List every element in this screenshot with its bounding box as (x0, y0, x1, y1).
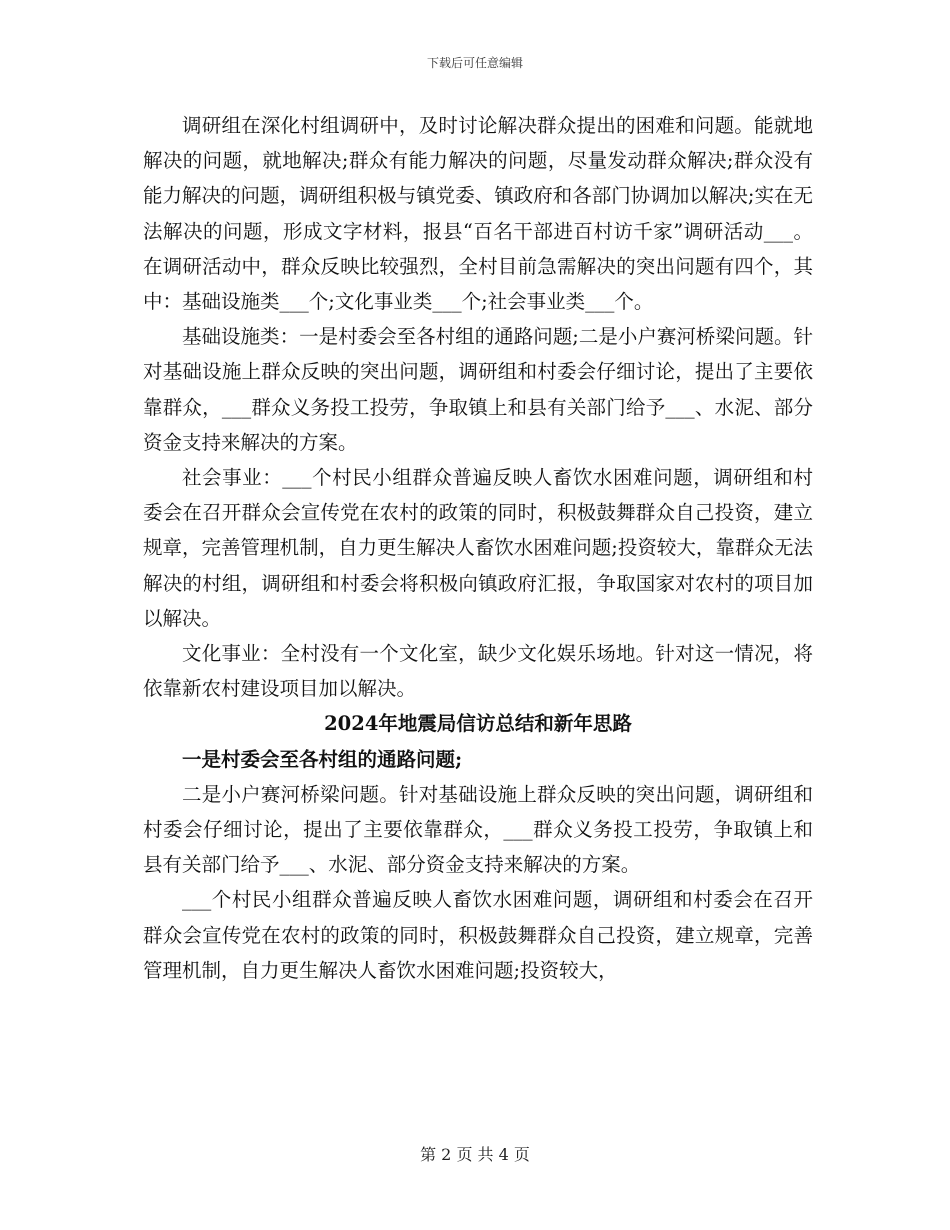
paragraph-infrastructure: 基础设施类：一是村委会至各村组的通路问题;二是小户赛河桥梁问题。针对基础设施上群众反映的突出问题，调研组和村委会仔细讨论，提出了主要依靠群众，___群众义务投工投劳，争取镇上和县有关部门给予___、水泥、部分资金支持来解决的方案。 (143, 325, 813, 454)
paragraph-social-affairs: 社会事业：___个村民小组群众普遍反映人畜饮水困难问题，调研组和村委会在召开群众会宣传党在农村的政策的同时，积极鼓舞群众自己投资，建立规章，完善管理机制，自力更生解决人畜饮水困难问题;投资较大，靠群众无法解决的村组，调研组和村委会将积极向镇政府汇报，争取国家对农村的项目加以解决。 (143, 466, 813, 630)
paragraph-water-issue: ___个村民小组群众普遍反映人畜饮水困难问题，调研组和村委会在召开群众会宣传党在农村的政策的同时，积极鼓舞群众自己投资，建立规章，完善管理机制，自力更生解决人畜饮水困难问题;投资较大， (143, 888, 813, 982)
paragraph-research-summary: 调研组在深化村组调研中，及时讨论解决群众提出的困难和问题。能就地解决的问题，就地解决;群众有能力解决的问题，尽量发动群众解决;群众没有能力解决的问题，调研组积极与镇党委、镇政府和各部门协调加以解决;实在无法解决的问题，形成文字材料，报县“百名干部进百村访千家”调研活动___。在调研活动中，群众反映比较强烈，全村目前急需解决的突出问题有四个，其中：基础设施类___个;文化事业类___个;社会事业类___个。 (143, 114, 813, 314)
section-title: 2024年地震局信访总结和新年思路 (324, 712, 632, 736)
page-number: 第 2 页 共 4 页 (420, 1145, 530, 1164)
page-header: 下载后可任意编辑 (426, 56, 523, 70)
paragraph-bridge-issue: 二是小户赛河桥梁问题。针对基础设施上群众反映的突出问题，调研组和村委会仔细讨论，提出了主要依靠群众，___群众义务投工投劳，争取镇上和县有关部门给予___、水泥、部分资金支持来解决的方案。 (143, 782, 813, 877)
section-subtitle: 一是村委会至各村组的通路问题; (182, 747, 463, 771)
paragraph-cultural-affairs: 文化事业：全村没有一个文化室，缺少文化娱乐场地。针对这一情况，将依靠新农村建设项目加以解决。 (143, 642, 813, 701)
document-body (143, 108, 813, 988)
